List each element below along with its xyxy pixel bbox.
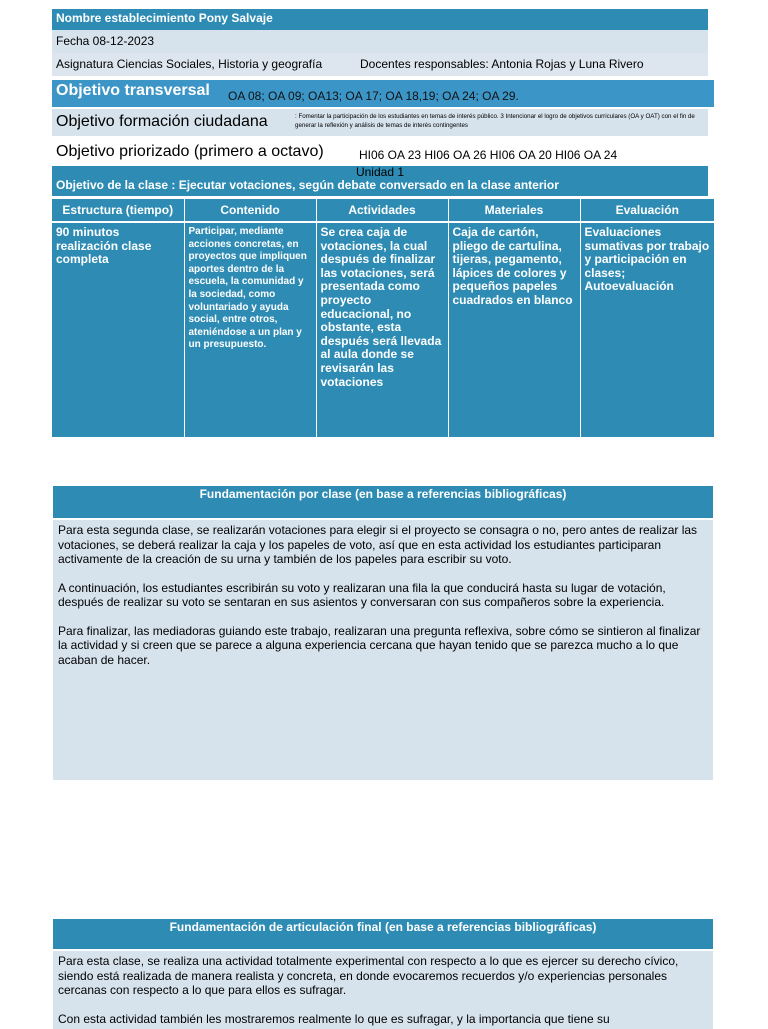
table-row xyxy=(52,222,714,437)
paragraph: Para esta clase, se realiza una actividad totalmente experimental con respecto a lo que es ejercer su derecho cívico, siendo está realizada de manera realista y concreta, en donde evocaremos recuerdos y/o experiencias personales cercanas con respecto a lo que para ellos es sufragar. xyxy=(58,954,679,997)
final-rationale-section xyxy=(53,919,713,1029)
teachers-text: Docentes responsables: Antonia Rojas y Luna Rivero xyxy=(360,57,644,71)
subject-text: Asignatura Ciencias Sociales, Historia y geografía xyxy=(56,57,323,71)
transversal-objective-codes: OA 08; OA 09; OA13; OA 17; OA 18,19; OA 24; OA 29. xyxy=(228,89,519,103)
header-contenido: Contenido xyxy=(184,199,316,222)
final-rationale-title: Fundamentación de articulación final (en base a referencias bibliográficas) xyxy=(53,919,713,949)
header-materiales: Materiales xyxy=(448,199,580,222)
header-evaluacion: Evaluación xyxy=(580,199,714,222)
paragraph: Para finalizar, las mediadoras guiando este trabajo, realizaran una pregunta reflexiva, sobre cómo se sintieron al finalizar la actividad y si creen que se parece a alguna experiencia cercana que hayan tenido que se parezca mucho a lo que acaban de hacer. xyxy=(58,623,701,667)
final-rationale-body xyxy=(53,949,713,1029)
transversal-objective-row xyxy=(52,80,714,107)
paragraph: Para esta segunda clase, se realizarán votaciones para elegir si el proyecto se consagra o no, pero antes de realizar las votaciones, se deberá realizar la caja y los papeles de voto, así que en esta actividad los estudiantes participaran activamente de la creación de su urna y también de los papeles para escribir su voto. xyxy=(58,523,698,566)
cell-actividades: Se crea caja de votaciones, la cual después de finalizar las votaciones, será presentada como proyecto educacional, no obstante, esta después será llevada al aula donde se revisarán las votaciones xyxy=(316,222,448,437)
paragraph: A continuación, los estudiantes escribirán su voto y realizaran una fila la que conducirá hasta su lugar de votación, después de realizar su voto se sentaran en sus asientos y conversaran con sus compañeros sobre la experiencia. xyxy=(58,580,666,609)
citizenship-objective-text: : Fomentar la participación de los estudiantes en temas de interés público. 3 Intencionar el logro de objetivos curriculares (OA y OAT) con el fin de generar la reflexión y análisis de temas de interés contingentes xyxy=(295,113,695,129)
prioritized-objective-codes: HI06 OA 23 HI06 OA 26 HI06 OA 20 HI06 OA 24 xyxy=(359,148,618,162)
header-actividades: Actividades xyxy=(316,199,448,222)
cell-materiales: Caja de cartón, pliego de cartulina, tijeras, pegamento, lápices de colores y pequeños papeles cuadrados en blanco xyxy=(448,222,580,437)
prioritized-objective-row xyxy=(52,139,708,166)
subject-row xyxy=(52,53,708,76)
cell-evaluacion: Evaluaciones sumativas por trabajo y participación en clases; Autoevaluación xyxy=(580,222,714,437)
cell-estructura: 90 minutos realización clase completa xyxy=(52,222,184,437)
school-name: Nombre establecimiento Pony Salvaje xyxy=(56,11,273,25)
citizenship-objective-row xyxy=(52,109,708,136)
prioritized-objective-label: Objetivo priorizado (primero a octavo) xyxy=(56,143,324,160)
class-rationale-body xyxy=(53,518,713,780)
unit-row xyxy=(52,166,708,196)
header-estructura: Estructura (tiempo) xyxy=(52,199,184,222)
class-rationale-section xyxy=(53,486,713,780)
table-header-row xyxy=(52,199,714,222)
date-text: Fecha 08-12-2023 xyxy=(56,34,155,48)
citizenship-objective-label: Objetivo formación ciudadana xyxy=(56,113,268,130)
paragraph: Con esta actividad también les mostraremos realmente lo que es sufragar, y la importancia que tiene su xyxy=(58,1011,610,1026)
date-row xyxy=(52,30,708,53)
lesson-plan-table xyxy=(52,199,714,437)
transversal-objective-label: Objetivo transversal xyxy=(56,82,210,99)
cell-contenido: Participar, mediante acciones concretas, en proyectos que impliquen aportes dentro de la escuela, la comunidad y la sociedad, como voluntariado y ayuda social, entre otros, ateniéndose a un plan y un presupuesto. xyxy=(184,222,316,437)
class-rationale-title: Fundamentación por clase (en base a referencias bibliográficas) xyxy=(53,486,713,518)
unit-label: Unidad 1 xyxy=(355,165,405,179)
class-objective: Objetivo de la clase : Ejecutar votaciones, según debate conversado en la clase anterior xyxy=(56,178,559,192)
school-name-row xyxy=(52,9,708,30)
